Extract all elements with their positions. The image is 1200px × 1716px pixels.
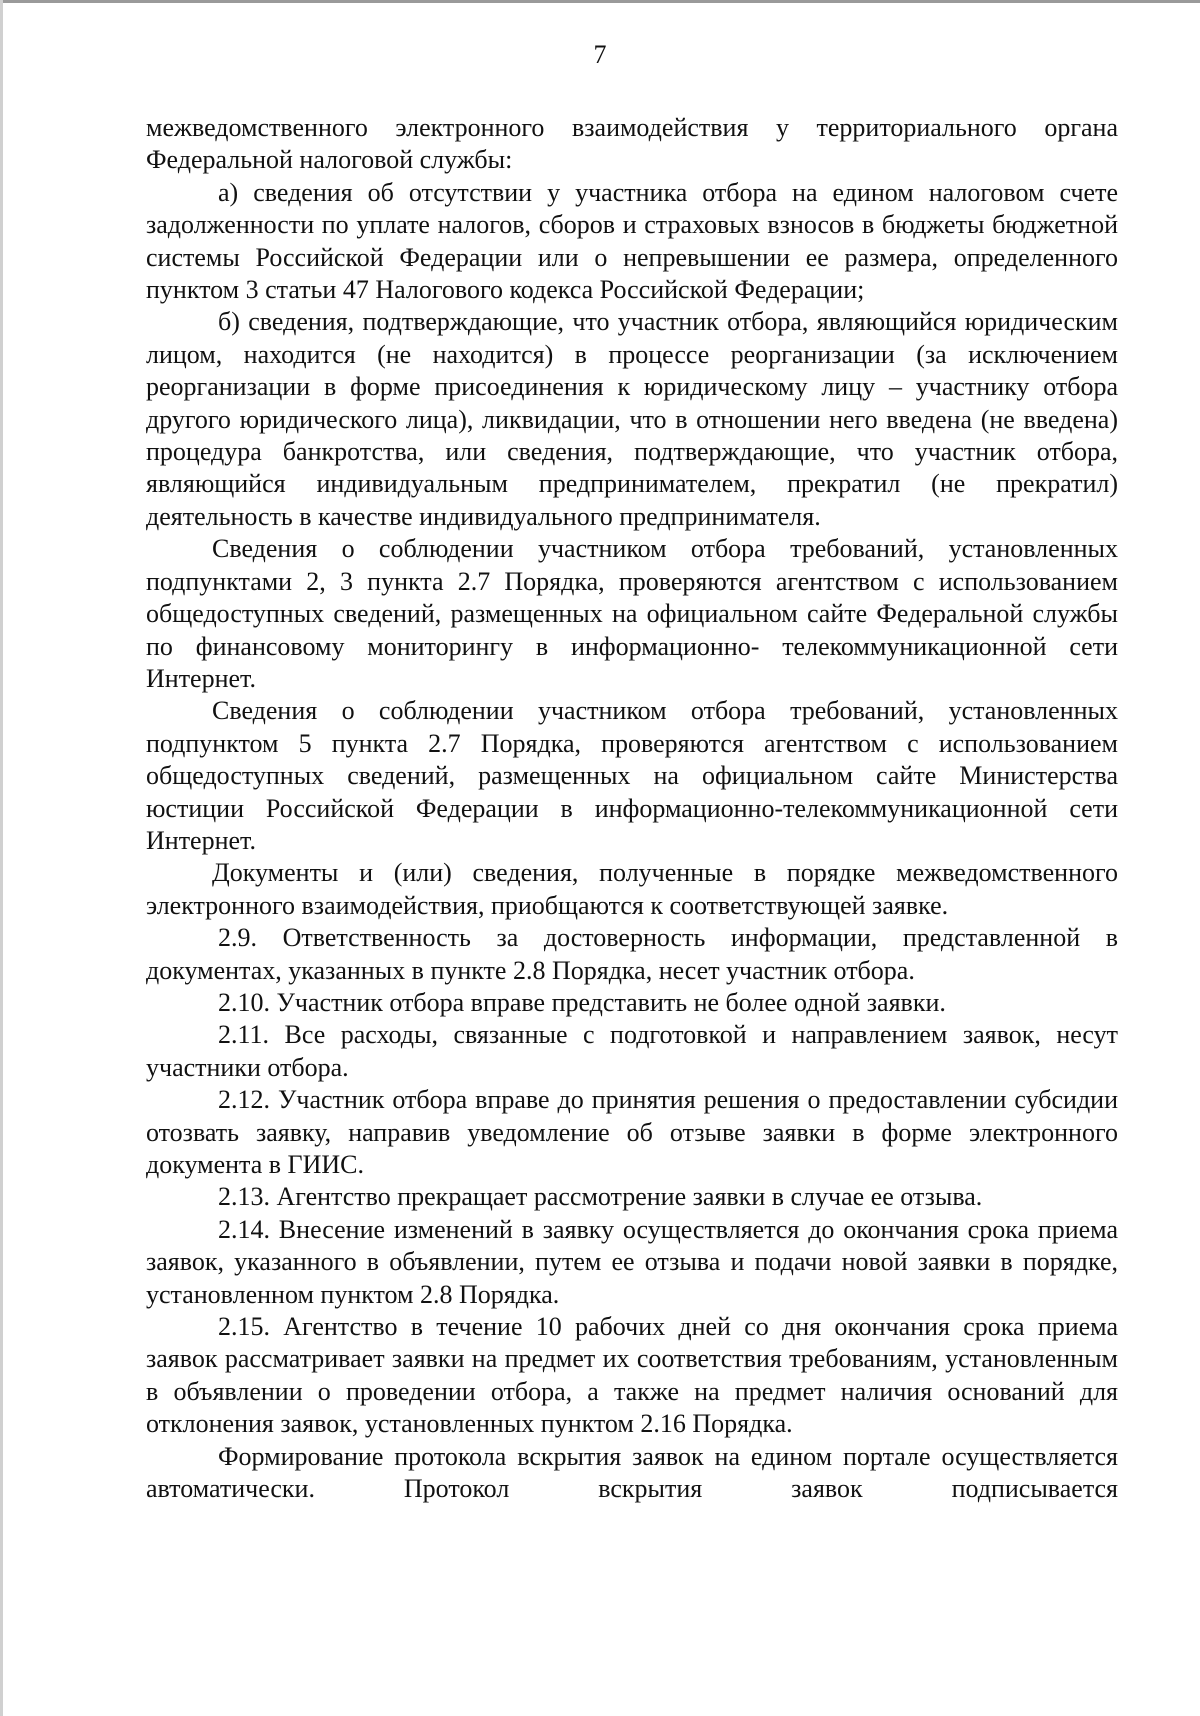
text-line: 2.13. Агентство прекращает рассмотрение заявки в случае ее отзыва. — [218, 1182, 983, 1212]
text-line: задолженности по уплате налогов, сборов и страховых взносов в бюджеты — [146, 210, 985, 240]
paragraph-2-14 — [146, 1214, 1118, 1311]
paragraph-documents-attached — [146, 857, 1118, 922]
text-line: с использованием общедоступных сведений, размещенных на официальном — [146, 566, 1119, 629]
paragraph-rosfinmonitoring-check — [146, 533, 1118, 695]
paragraph-item-b — [146, 306, 1118, 533]
text-line: участники отбора. — [146, 1052, 349, 1082]
paragraph-2-13 — [146, 1181, 1118, 1213]
text-line: Федеральной налоговой службы: — [146, 145, 513, 175]
text-line: 2.9. Ответственность за достоверность информации, представленной — [218, 923, 1081, 953]
text-line: заявок рассматривает заявки на предмет их соответствия требованиям, — [146, 1344, 938, 1374]
text-line: Сведения о соблюдении участником отбора требований, установленных — [212, 534, 1118, 564]
text-line: межведомственного электронного взаимодействия у территориального органа — [146, 113, 1118, 142]
text-line: приема заявок, указанного в объявлении, путем ее отзыва и подачи новой — [146, 1214, 1118, 1277]
text-line: определенного пунктом 3 статьи 47 Налогового кодекса Российской — [146, 242, 1119, 305]
text-line: 2.10. Участник отбора вправе представить не более одной заявки. — [218, 987, 946, 1017]
text-line: (за исключением реорганизации в форме присоединения к юридическому — [146, 339, 1118, 402]
paragraph-minjust-check — [146, 695, 1118, 857]
text-line: осуществляется автоматически. Протокол вскрытия заявок подписывается — [146, 1441, 1118, 1504]
text-line: а) сведения об отсутствии у участника отбора на едином налоговом счете — [218, 177, 1118, 207]
text-line: 2.12. Участник отбора вправе до принятия решения о предоставлении — [218, 1085, 1007, 1115]
text-line: электронного взаимодействия, приобщаются к соответствующей заявке. — [146, 890, 949, 920]
paragraph-2-10 — [146, 987, 1118, 1019]
text-line: оснований для отклонения заявок, установленных пунктом 2.16 Порядка. — [146, 1376, 1119, 1439]
text-line: 2.11. Все расходы, связанные с подготовкой и направлением заявок, несут — [218, 1020, 1118, 1050]
text-line: лицу – участнику отбора другого юридического лица), ликвидации, что — [146, 372, 1119, 434]
paragraph-item-a — [146, 177, 1118, 307]
page-number: 7 — [593, 40, 607, 69]
paragraph-opening-protocol — [146, 1441, 1118, 1506]
text-line: сети Интернет. — [146, 793, 1118, 855]
text-line: 2.14. Внесение изменений в заявку осуществляется до окончания срока — [218, 1214, 1029, 1244]
text-line: электронного документа в ГИИС. — [146, 1117, 1118, 1179]
paragraph-fns-intro — [146, 112, 1118, 177]
text-line: 2.15. Агентство в течение 10 рабочих дней со дня окончания срока приема — [218, 1312, 1118, 1342]
text-line: Документы и (или) сведения, полученные в порядке межведомственного — [212, 858, 1118, 888]
text-line: подпунктами 2, 3 пункта 2.7 Порядка, проверяются агентством — [146, 566, 899, 596]
scan-left-edge — [0, 0, 3, 1716]
text-line: в документах, указанных в пункте 2.8 Порядка, несет участник отбора. — [146, 923, 1118, 985]
text-line: подтверждающие, что участник отбора, являющийся индивидуальным — [146, 437, 1119, 499]
text-line: бюджетной системы Российской Федерации или о непревышении ее размера, — [146, 210, 1118, 272]
document-body — [146, 112, 1118, 1505]
text-line: Федерации; — [734, 275, 865, 305]
text-line: подпунктом 5 пункта 2.7 Порядка, проверяются агентством с использованием — [146, 728, 1118, 758]
text-line: общедоступных сведений, размещенных на официальном сайте Министерства — [146, 761, 1118, 791]
text-line: сайте Федеральной службы по финансовому мониторингу в информационно- — [146, 599, 1119, 661]
text-line: установленным в объявлении о проведении отбора, а также на предмет наличия — [146, 1344, 1118, 1406]
paragraph-2-12 — [146, 1084, 1118, 1181]
text-line: предпринимателем, прекратил (не прекратил) деятельность в качестве — [146, 469, 1118, 531]
text-line: юстиции Российской Федерации в информационно-телекоммуникационной — [146, 793, 1048, 823]
scan-top-edge — [0, 0, 1200, 3]
text-line: юридическим лицом, находится (не находится) в процессе реорганизации — [146, 307, 1118, 369]
text-line: телекоммуникационной сети Интернет. — [146, 631, 1118, 693]
paragraph-2-15 — [146, 1311, 1118, 1441]
paragraph-2-11 — [146, 1019, 1118, 1084]
text-line: Формирование протокола вскрытия заявок на едином портале — [218, 1441, 931, 1471]
text-line: Сведения о соблюдении участником отбора требований, установленных — [212, 696, 1118, 726]
text-line: заявки в порядке, установленном пунктом 2.8 Порядка. — [146, 1247, 1118, 1309]
text-line: в отношении него введена (не введена) процедура банкротства, или сведения, — [146, 404, 1118, 467]
text-line: субсидии отозвать заявку, направив уведомление об отзыве заявки в форме — [146, 1085, 1118, 1147]
paragraph-2-9 — [146, 922, 1118, 987]
text-line: б) сведения, подтверждающие, что участник отбора, являющийся — [218, 307, 957, 337]
text-line: индивидуального предпринимателя. — [419, 501, 821, 531]
